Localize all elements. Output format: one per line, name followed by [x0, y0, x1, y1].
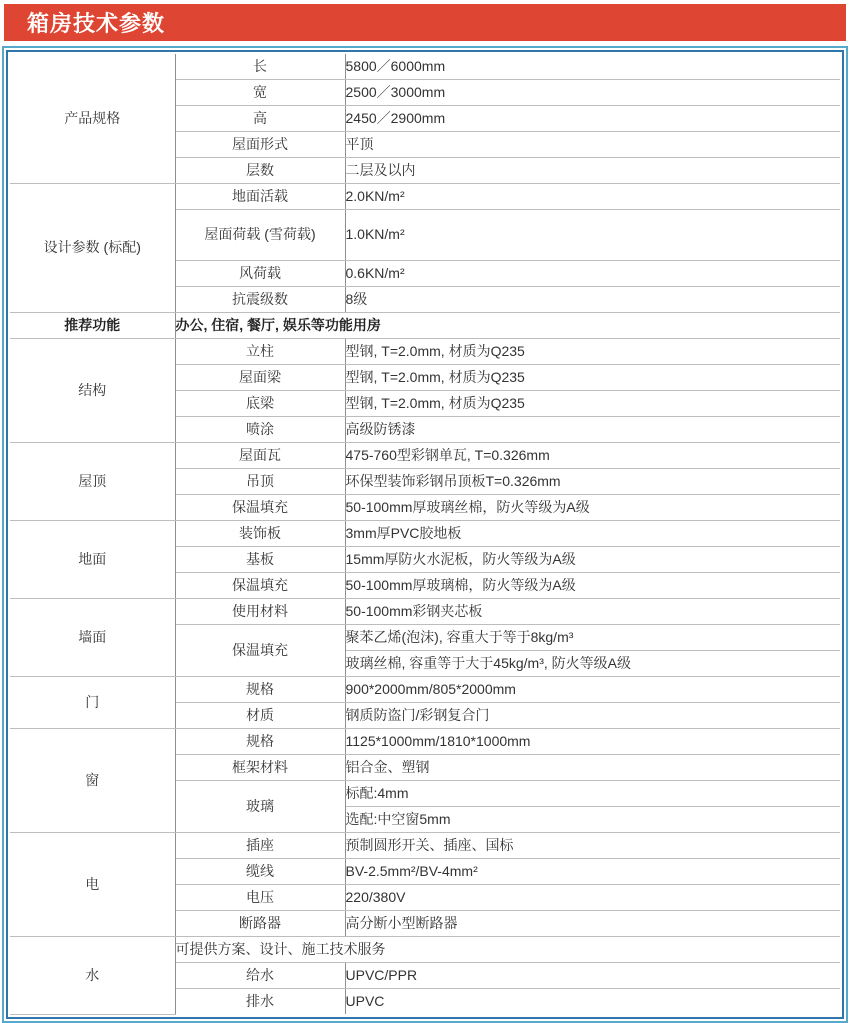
param-cell: 装饰板	[175, 521, 345, 547]
value-cell: 2500／3000mm	[345, 80, 840, 106]
param-cell: 材质	[175, 703, 345, 729]
section-label-electric: 电	[10, 833, 175, 937]
param-cell: 屋面形式	[175, 132, 345, 158]
value-cell: 2.0KN/m²	[345, 184, 840, 210]
value-cell: UPVC	[345, 989, 840, 1015]
param-cell: 玻璃	[175, 781, 345, 833]
value-cell: 选配:中空窗5mm	[345, 807, 840, 833]
value-cell: 预制圆形开关、插座、国标	[345, 833, 840, 859]
param-cell: 给水	[175, 963, 345, 989]
table-row	[10, 677, 840, 703]
value-cell: 铝合金、塑钢	[345, 755, 840, 781]
value-cell: 玻璃丝棉, 容重等于大于45kg/m³, 防火等级A级	[345, 651, 840, 677]
value-cell: 型钢, T=2.0mm, 材质为Q235	[345, 365, 840, 391]
param-cell: 风荷载	[175, 261, 345, 287]
section-label-roof: 屋顶	[10, 443, 175, 521]
param-cell: 抗震级数	[175, 287, 345, 313]
param-cell: 保温填充	[175, 495, 345, 521]
table-row	[10, 599, 840, 625]
value-cell: 50-100mm彩钢夹芯板	[345, 599, 840, 625]
value-cell: 15mm厚防火水泥板，防火等级为A级	[345, 547, 840, 573]
section-label-structure: 结构	[10, 339, 175, 443]
section-label-door: 门	[10, 677, 175, 729]
table-row	[10, 521, 840, 547]
param-cell: 底梁	[175, 391, 345, 417]
param-cell: 插座	[175, 833, 345, 859]
table-row	[10, 54, 840, 80]
spec-table	[10, 54, 840, 1015]
value-cell: 高分断小型断路器	[345, 911, 840, 937]
table-row	[10, 339, 840, 365]
section-label-wall: 墙面	[10, 599, 175, 677]
param-cell: 规格	[175, 677, 345, 703]
section-label-water: 水	[10, 937, 175, 1015]
param-cell: 电压	[175, 885, 345, 911]
table-row	[10, 833, 840, 859]
value-cell: UPVC/PPR	[345, 963, 840, 989]
param-cell: 基板	[175, 547, 345, 573]
param-cell: 使用材料	[175, 599, 345, 625]
value-cell: 聚苯乙烯(泡沫), 容重大于等于8kg/m³	[345, 625, 840, 651]
value-cell: 1125*1000mm/1810*1000mm	[345, 729, 840, 755]
param-cell: 断路器	[175, 911, 345, 937]
section-label-product-specs: 产品规格	[10, 54, 175, 184]
section-label-recommended-use: 推荐功能	[10, 313, 175, 339]
param-cell: 地面活载	[175, 184, 345, 210]
value-cell: 钢质防盗门/彩钢复合门	[345, 703, 840, 729]
value-cell: 0.6KN/m²	[345, 261, 840, 287]
param-cell: 屋面梁	[175, 365, 345, 391]
param-cell: 宽	[175, 80, 345, 106]
param-cell: 屋面荷载 (雪荷载)	[175, 210, 345, 261]
value-cell: 900*2000mm/805*2000mm	[345, 677, 840, 703]
param-cell: 高	[175, 106, 345, 132]
param-cell: 吊顶	[175, 469, 345, 495]
table-row	[10, 184, 840, 210]
table-frame-outer	[2, 46, 848, 1023]
value-cell: 环保型装饰彩钢吊顶板T=0.326mm	[345, 469, 840, 495]
value-cell: BV-2.5mm²/BV-4mm²	[345, 859, 840, 885]
param-cell: 排水	[175, 989, 345, 1015]
value-cell: 型钢, T=2.0mm, 材质为Q235	[345, 391, 840, 417]
table-row	[10, 729, 840, 755]
value-cell: 5800／6000mm	[345, 54, 840, 80]
param-cell: 缆线	[175, 859, 345, 885]
value-cell: 标配:4mm	[345, 781, 840, 807]
value-cell: 型钢, T=2.0mm, 材质为Q235	[345, 339, 840, 365]
param-cell: 喷涂	[175, 417, 345, 443]
param-cell: 保温填充	[175, 573, 345, 599]
table-row	[10, 937, 840, 963]
title-banner	[4, 4, 846, 41]
page-title: 箱房技术参数	[27, 11, 166, 36]
section-label-design-params: 设计参数 (标配)	[10, 184, 175, 313]
value-cell: 220/380V	[345, 885, 840, 911]
param-cell: 层数	[175, 158, 345, 184]
value-cell: 50-100mm厚玻璃丝棉，防火等级为A级	[345, 495, 840, 521]
value-cell: 50-100mm厚玻璃棉，防火等级为A级	[345, 573, 840, 599]
param-cell: 框架材料	[175, 755, 345, 781]
value-cell: 8级	[345, 287, 840, 313]
section-label-floor: 地面	[10, 521, 175, 599]
param-cell: 屋面瓦	[175, 443, 345, 469]
table-row	[10, 313, 840, 339]
value-cell: 高级防锈漆	[345, 417, 840, 443]
value-cell: 平顶	[345, 132, 840, 158]
value-cell: 1.0KN/m²	[345, 210, 840, 261]
value-cell: 二层及以内	[345, 158, 840, 184]
value-cell: 办公, 住宿, 餐厅, 娱乐等功能用房	[175, 313, 840, 339]
value-cell: 2450／2900mm	[345, 106, 840, 132]
table-frame-inner	[6, 50, 844, 1019]
value-cell: 可提供方案、设计、施工技术服务	[175, 937, 840, 963]
param-cell: 立柱	[175, 339, 345, 365]
value-cell: 3mm厚PVC胶地板	[345, 521, 840, 547]
table-row	[10, 443, 840, 469]
param-cell: 规格	[175, 729, 345, 755]
param-cell: 长	[175, 54, 345, 80]
section-label-window: 窗	[10, 729, 175, 833]
param-cell: 保温填充	[175, 625, 345, 677]
value-cell: 475-760型彩钢单瓦, T=0.326mm	[345, 443, 840, 469]
